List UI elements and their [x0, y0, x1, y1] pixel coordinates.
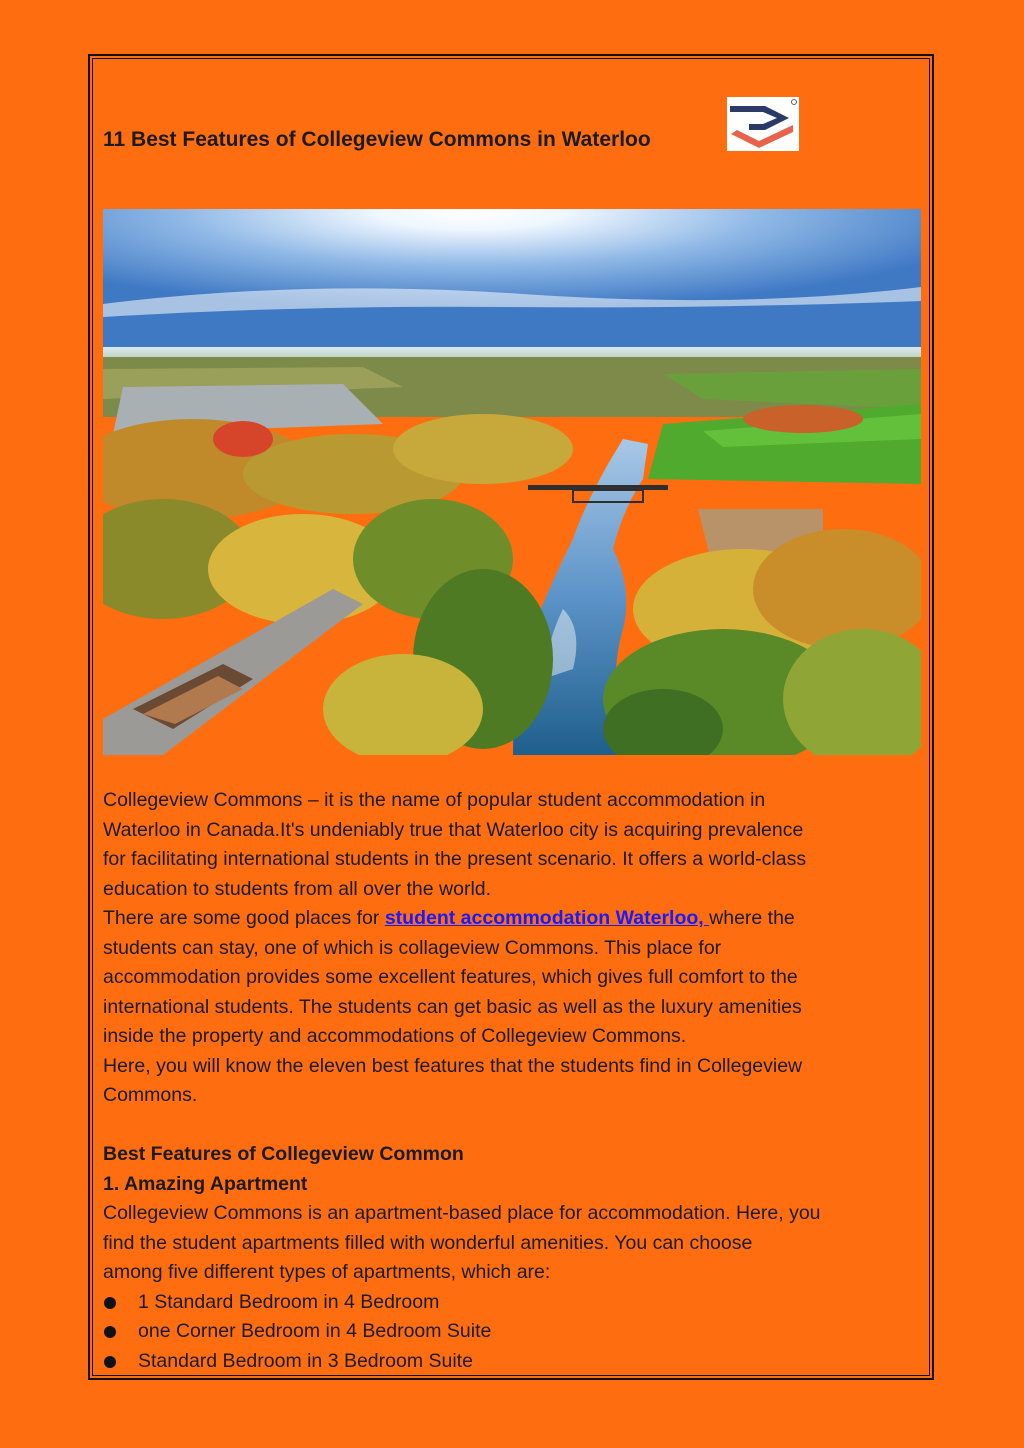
paragraph-line: accommodation provides some excellent features, which gives full comfort to the: [103, 966, 798, 988]
brand-logo: [727, 97, 799, 151]
bullet-icon: [104, 1297, 116, 1309]
paragraph-line: Here, you will know the eleven best features that the students find in Collegeview: [103, 1054, 803, 1077]
list-item: [103, 1288, 923, 1318]
spacer: [103, 1111, 923, 1141]
section-body-line: among five different types of apartments, which are:: [103, 1261, 551, 1283]
section-body-line: find the student apartments filled with wonderful amenities. You can choose: [103, 1231, 753, 1254]
bullet-icon: [104, 1356, 116, 1368]
list-item-text: Standard Bedroom in 3 Bedroom Suite: [138, 1349, 473, 1372]
list-item-text: one Corner Bedroom in 4 Bedroom Suite: [138, 1320, 492, 1342]
section-subheading: 1. Amazing Apartment: [103, 1172, 308, 1195]
document-title: 11 Best Features of Collegeview Commons in Waterloo: [103, 128, 651, 151]
brand-logo-icon: [727, 97, 799, 151]
paragraph-lead: There are some good places for: [103, 907, 385, 929]
paragraph-line: students can stay, one of which is collageview Commons. This place for: [103, 936, 722, 959]
bullet-icon: [104, 1326, 116, 1338]
paragraph-with-link: [103, 904, 923, 934]
list-item: [103, 1347, 923, 1377]
intro-line: for facilitating international students in the present scenario. It offers a world-class: [103, 848, 807, 870]
section-body-line: Collegeview Commons is an apartment-based place for accommodation. Here, you: [103, 1202, 821, 1224]
intro-line: Waterloo in Canada.It's undeniably true that Waterloo city is acquiring prevalence: [103, 818, 804, 841]
paragraph-line: international students. The students can get basic as well as the luxury amenities: [103, 995, 802, 1018]
hero-image-aerial-river-landscape: [103, 209, 921, 755]
student-accommodation-link[interactable]: student accommodation Waterloo,: [384, 907, 710, 929]
section-heading: Best Features of Collegeview Common: [103, 1143, 464, 1165]
article-body: [103, 786, 923, 1376]
intro-line: education to students from all over the world.: [103, 877, 492, 900]
list-item-text: 1 Standard Bedroom in 4 Bedroom: [138, 1290, 440, 1313]
apartment-types-list: [103, 1288, 923, 1377]
paragraph-line: inside the property and accommodations of Collegeview Commons.: [103, 1025, 687, 1047]
list-item: [103, 1317, 923, 1347]
paragraph-line: Commons.: [103, 1084, 198, 1106]
intro-line: Collegeview Commons – it is the name of popular student accommodation in: [103, 789, 766, 811]
paragraph-after-link: where the: [709, 907, 795, 929]
